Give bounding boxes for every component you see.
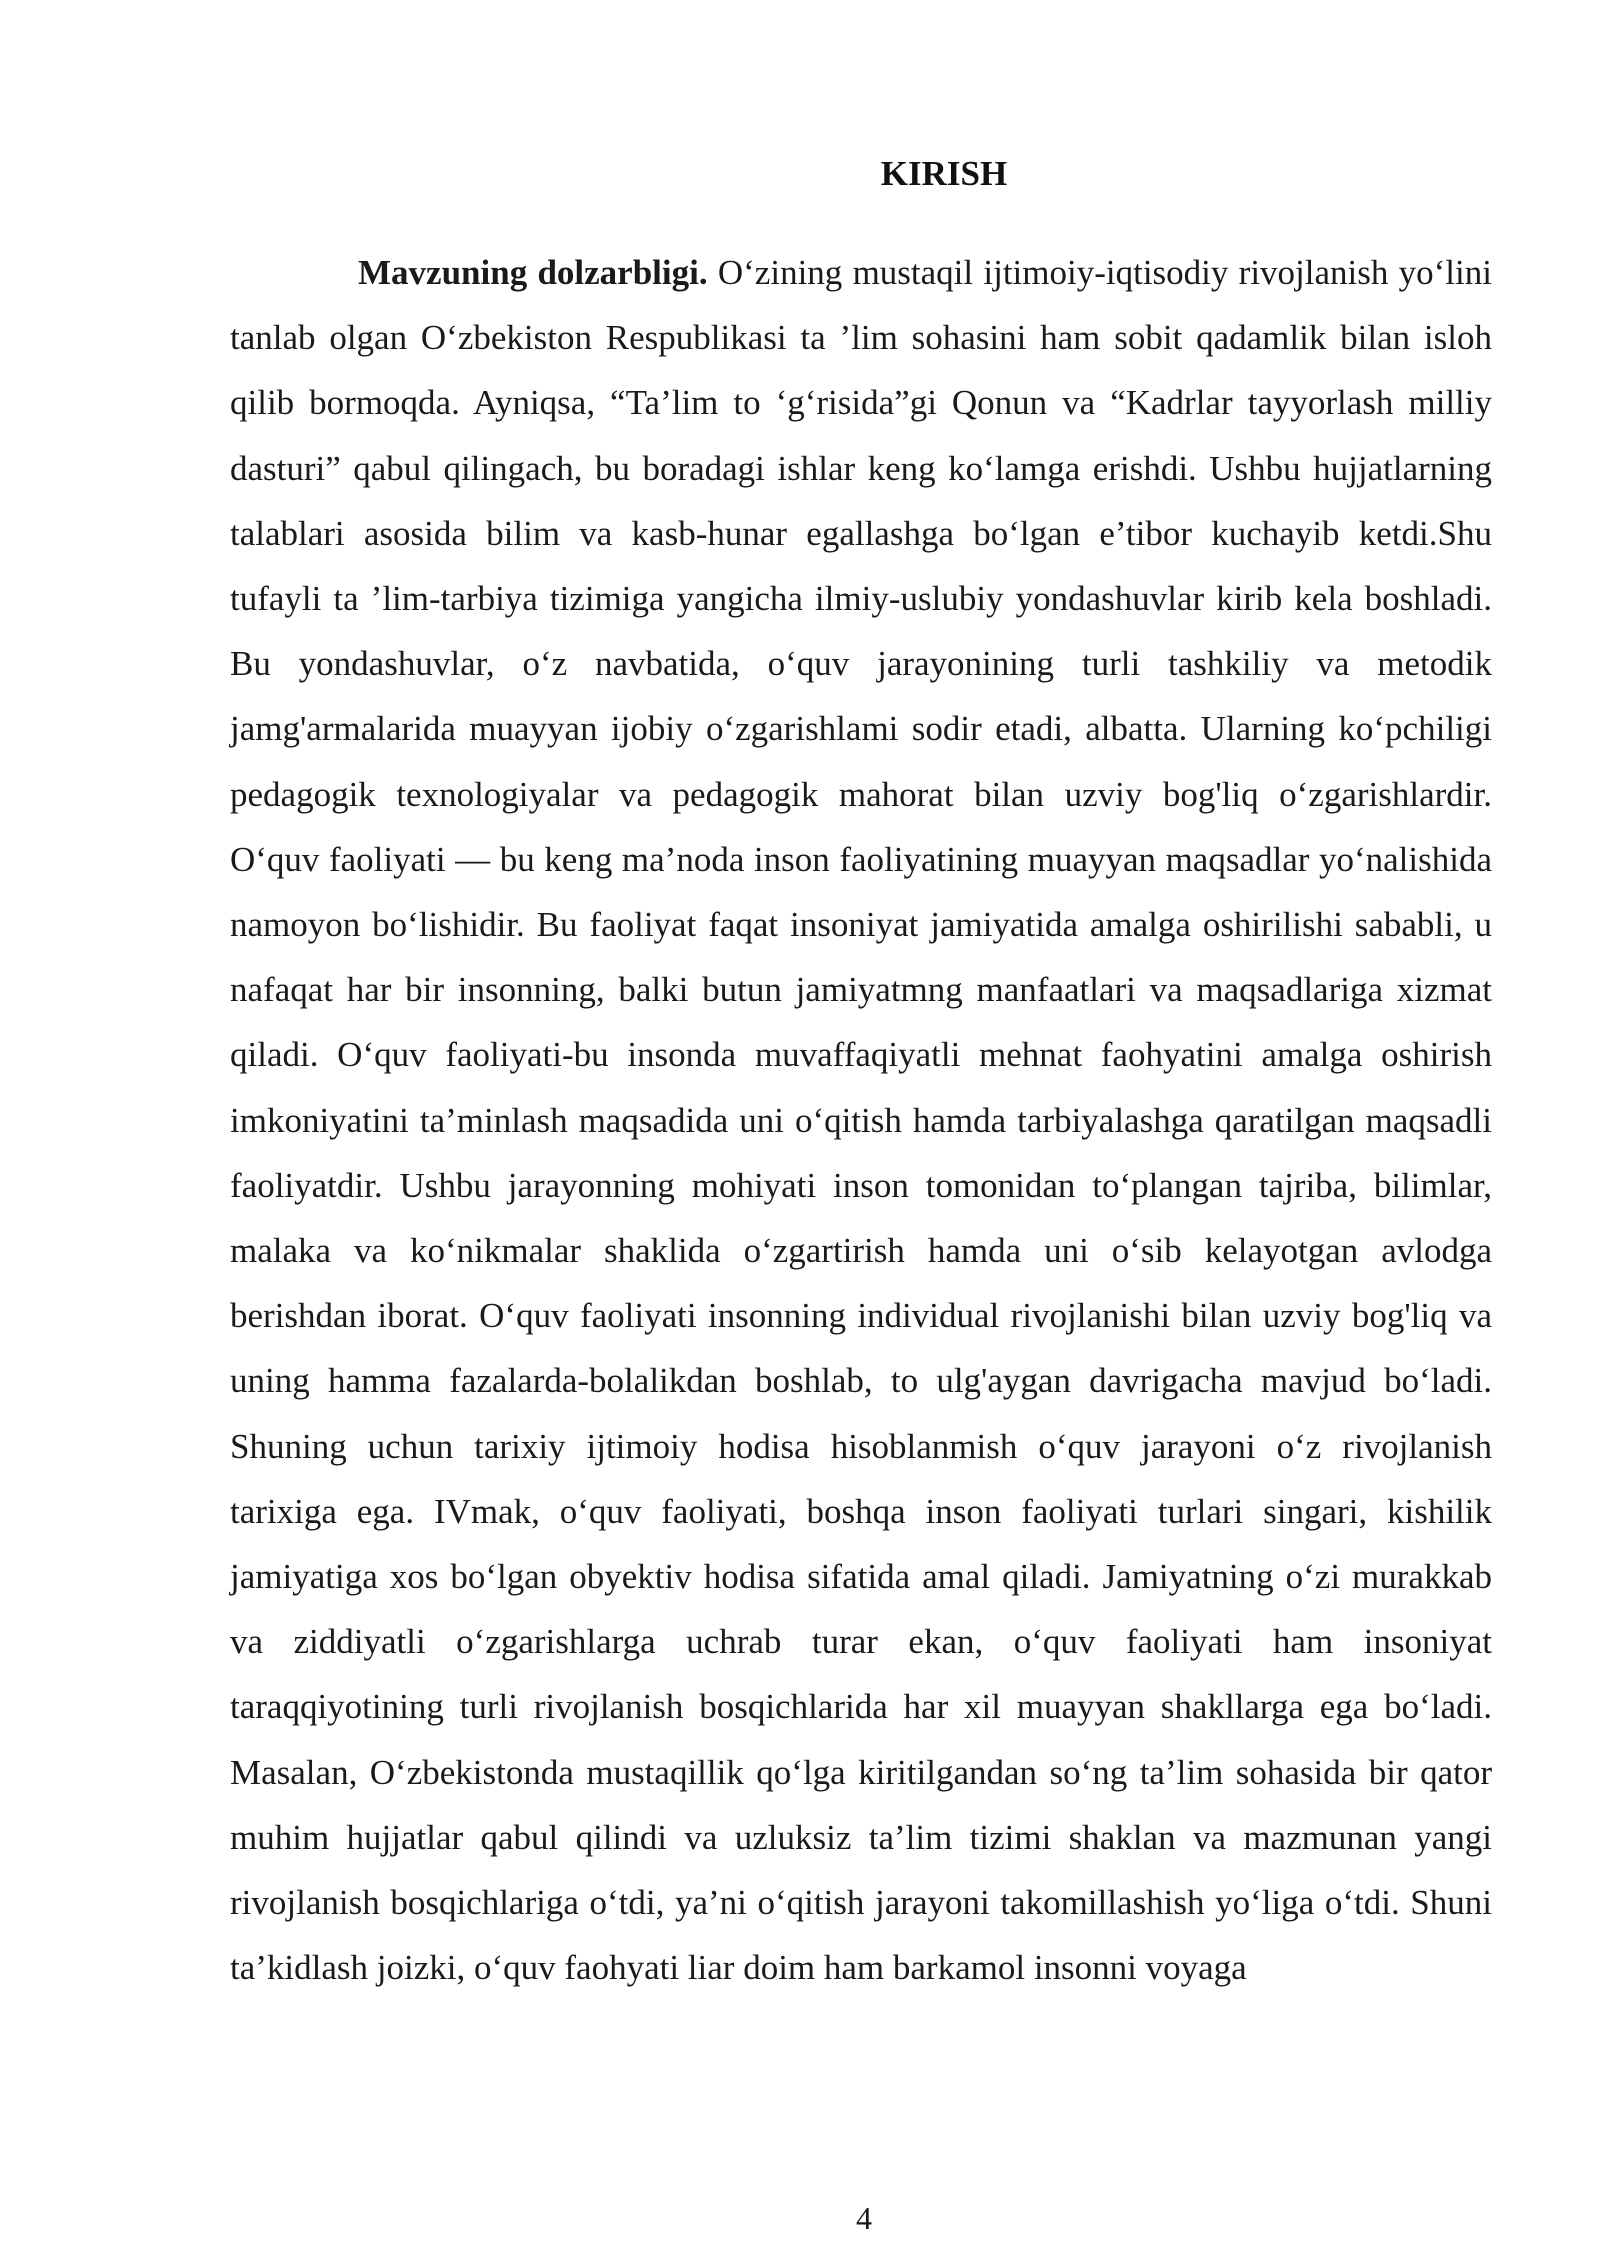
paragraph-text: O‘zining mustaqil ijtimoiy-iqtisodiy rivojlanish yo‘lini tanlab olgan O‘zbekiston Respublikasi ta ’lim sohasini ham sobit qadamlik bilan isloh qilib bormoqda. Ayniqsa, “Ta’lim to ‘g‘risida”gi Qonun va “Kadrlar tayyorlash milliy dasturi” qabul qilingach, bu boradagi ishlar keng ko‘lamga erishdi. Ushbu hujjatlarning talablari asosida bilim va kasb-hunar egallashga bo‘lgan e’tibor kuchayib ketdi.Shu tufayli ta ’lim-tarbiya tizimiga yangicha ilmiy-uslubiy yondashuvlar kirib kela boshladi. Bu yondashuvlar, o‘z navbatida, o‘quv jarayonining turli tashkiliy va metodik jamg'armalarida muayyan ijobiy o‘zgarishlami sodir etadi, albatta. Ularning ko‘pchiligi pedagogik texnologiyalar va pedagogik mahorat bilan uzviy bog'liq o‘zgarishlardir. O‘quv faoliyati — bu keng ma’noda inson faoliyatining muayyan maqsadlar yo‘nalishida namoyon bo‘lishidir. Bu faoliyat faqat insoniyat jamiyatida amalga oshirilishi sababli, u nafaqat har bir insonning, balki butun jamiyatmng manfaatlari va maqsadlariga xizmat qiladi. O‘quv faoliyati-bu insonda muvaffaqiyatli mehnat faohyatini amalga oshirish imkoniyatini ta’minlash maqsadida uni o‘qitish hamda tarbiyalashga qaratilgan maqsadli faoliyatdir. Ushbu jarayonning mohiyati inson tomonidan to‘plangan tajriba, bilimlar, malaka va ko‘nikmalar shaklida o‘zgartirish hamda uni o‘sib kelayotgan avlodga berishdan iborat. O‘quv faoliyati insonning individual rivojlanishi bilan uzviy bog'liq va uning hamma fazalarda-bolalikdan boshlab, to ulg'aygan davrigacha mavjud bo‘ladi. Shuning uchun tarixiy ijtimoiy hodisa hisoblanmish o‘quv jarayoni o‘z rivojlanish tarixiga ega. IVmak, o‘quv faoliyati, boshqa inson faoliyati turlari singari, kishilik jamiyatiga xos bo‘lgan obyektiv hodisa sifatida amal qiladi. Jamiyatning o‘zi murakkab va ziddiyatli o‘zgarishlarga uchrab turar ekan, o‘quv faoliyati ham insoniyat taraqqiyotining turli rivojlanish bosqichlarida har xil muayyan shakllarga ega bo‘ladi. Masalan, O‘zbekistonda mustaqillik qo‘lga kiritilgandan so‘ng ta’lim sohasida bir qator muhim hujjatlar qabul qilindi va uzluksiz ta’lim tizimi shaklan va mazmunan yangi rivojlanish bosqichlariga o‘tdi, ya’ni o‘qitish jarayoni takomillashish yo‘liga o‘tdi. Shuni ta’kidlash joizki, o‘quv faohyati liar doim ham barkamol insonni voyaga	[230, 253, 1492, 1988]
section-heading: KIRISH	[880, 154, 1008, 193]
body-paragraph	[230, 240, 1492, 2000]
page-number: 4	[856, 2200, 872, 2236]
paragraph-lead: Mavzuning dolzarbligi.	[358, 253, 708, 292]
